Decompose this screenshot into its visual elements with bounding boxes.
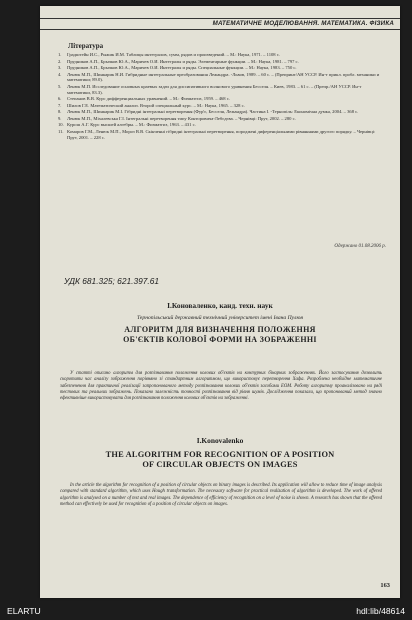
reference-item (58, 103, 383, 109)
reference-number: 1. (58, 52, 62, 57)
reference-item (58, 84, 383, 96)
received-date: Одержано 01.08.2006 р. (334, 244, 386, 249)
abstract-english: In the article the algorithm for recognition of a position of circular objects on binary images is described. Its application will allow to reduce time of image analysis compared with standard algorithm, which uses Hough transformation. The necessary software for practical realization of algorithm is developed. The work of offered algorithm is analysed on a number of test and real images. The dependence of efficiency of recognition on a level of noise is shown. A research has shown that the offered method can effectively be used for recognition of a position of circular objects on images. (60, 483, 382, 507)
reference-item (58, 65, 383, 71)
reference-item (58, 122, 383, 128)
running-head-text: МАТЕМАТИЧНЕ МОДЕЛЮВАННЯ. МАТЕМАТИКА. ФІЗИКА (212, 20, 394, 27)
title-english (40, 450, 400, 470)
author-english: I.Konovalenko (196, 436, 244, 445)
author-ukrainian: І.Коноваленко, канд. техн. наук (167, 301, 273, 310)
footer-repository-name: ELARTU (7, 606, 41, 616)
reference-number: 3. (58, 65, 62, 70)
reference-text: Степанов В.В. Курс дифференциальных уравнений. – М.: Физматгиз, 1959. – 468 с. (67, 96, 230, 102)
journal-page (40, 6, 400, 598)
udc-code: УДК 681.325; 621.397.61 (64, 276, 160, 286)
reference-text: Прудников А.П., Брычков Ю.А., Маричев О.И. Интегралы и ряды. Специальные функции. – М.: Наука, 1983. – 750 с. (67, 65, 297, 70)
reference-item (58, 59, 383, 65)
reference-number: 6. (58, 96, 62, 102)
reference-number: 11. (58, 128, 64, 134)
reference-text: Комаров Г.М., Ленюк М.П., Мороз В.В. Скінченні гібридні інтегральні перетворення, породжені диференціальними рівняннями другого порядку. – Чернівці: Прут, 2001. – 228 с. (67, 128, 376, 140)
reference-text: Ленюк М.П., Міхалевська Г.І. Інтегральні перетворення типу Конторовича-Лебєдєва. – Чернівці: Прут, 2002. – 280 с. (67, 115, 296, 121)
reference-item (58, 72, 383, 84)
reference-number: 9. (58, 115, 62, 121)
reference-number: 7. (58, 102, 62, 108)
reference-item (58, 52, 383, 58)
references-list (58, 52, 383, 141)
title-ukrainian-line1: АЛГОРИТМ ДЛЯ ВИЗНАЧЕННЯ ПОЛОЖЕННЯ (124, 325, 316, 334)
reference-number: 4. (58, 71, 62, 77)
reference-item (58, 129, 383, 141)
reference-item (58, 116, 383, 122)
page-number: 163 (380, 582, 390, 589)
title-english-line1: THE ALGORITHM FOR RECOGNITION OF A POSITION (105, 450, 335, 459)
reference-text: Ленюк М.П. Исследование основных краевых задач для диссипативного волнового уравнения Бесселя. – Киев, 1983. – 61 с. – (Препр./АН УССР. Ин-т математики, 83.3). (67, 83, 362, 95)
title-ukrainian (40, 325, 400, 345)
reference-text: Шилов Г.Е. Математический анализ. Второй специальный курс. – М.: Наука, 1965. – 328 с. (67, 102, 245, 108)
reference-text: Прудников А.П., Брычков Ю.А., Маричев О.И. Интегралы и ряды. Элементарные функции. – М.: Наука, 1981. – 797 с. (67, 58, 299, 64)
reference-item (58, 96, 383, 102)
reference-number: 2. (58, 58, 62, 64)
reference-text: Градштейн И.С., Рыжик И.М. Таблицы интегралов, сумм, рядов и произведений. – М.: Наука, 1971. – 1108 с. (67, 52, 280, 57)
running-header (40, 18, 400, 30)
title-english-line2: OF CIRCULAR OBJECTS ON IMAGES (142, 460, 298, 469)
title-ukrainian-line2: ОБ'ЄКТІВ КОЛОВОЇ ФОРМИ НА ЗОБРАЖЕННІ (123, 335, 317, 344)
affiliation: Тернопільський державний технічний університет імені Івана Пулюя (137, 315, 303, 321)
footer-handle: hdl:lib/48614 (356, 606, 405, 616)
reference-number: 10. (58, 122, 64, 128)
references-title: Література (68, 42, 104, 50)
reference-number: 5. (58, 83, 62, 89)
reference-text: Ленюк М.П., Шинкарик М.І. Гібридні інтегральні перетворення (Фур'є, Бесселя, Лежандра). Частина І. -Тернопіль: Економічна думка, 2004. – 368 с. (67, 109, 359, 115)
reference-text: Ленюк М.П., Шинкарик Н.И. Гибридные интегральные преобразования Лежандра. -Львов, 1989. – 60 с. – (Препринт/АН УССР. Ин-т прикл. пробл. механики и математики; 89.0). (67, 71, 380, 83)
reference-text: Курош А.Г. Курс высшей алгебры. – М.: Физматгиз, 1963. – 431 с. (67, 122, 196, 128)
abstract-ukrainian: У статті описано алгоритм для розпізнавання положення колових об'єктів на контурних бінарних зображеннях. Його застосування дозволить скоротити час аналізу зображення порівняно зі стандартним алгоритмом, що використовує перетворення Хафа. Розроблена необхідне математичне забезпечення для практичної реалізації запропонованого методу розпізнавання колових об'єктів засобами ЕОМ. Роботу алгоритму проаналізовано на ряді тестових та реальних зображень. Показано залежність точності розпізнавання від рівня шумів. Дослідження показали, що пропонований метод значно ефективніше використовувати для розпізнавання положення колових об'єктів на зображенні. (60, 371, 382, 402)
reference-item (58, 109, 383, 115)
reference-number: 8. (58, 109, 62, 115)
